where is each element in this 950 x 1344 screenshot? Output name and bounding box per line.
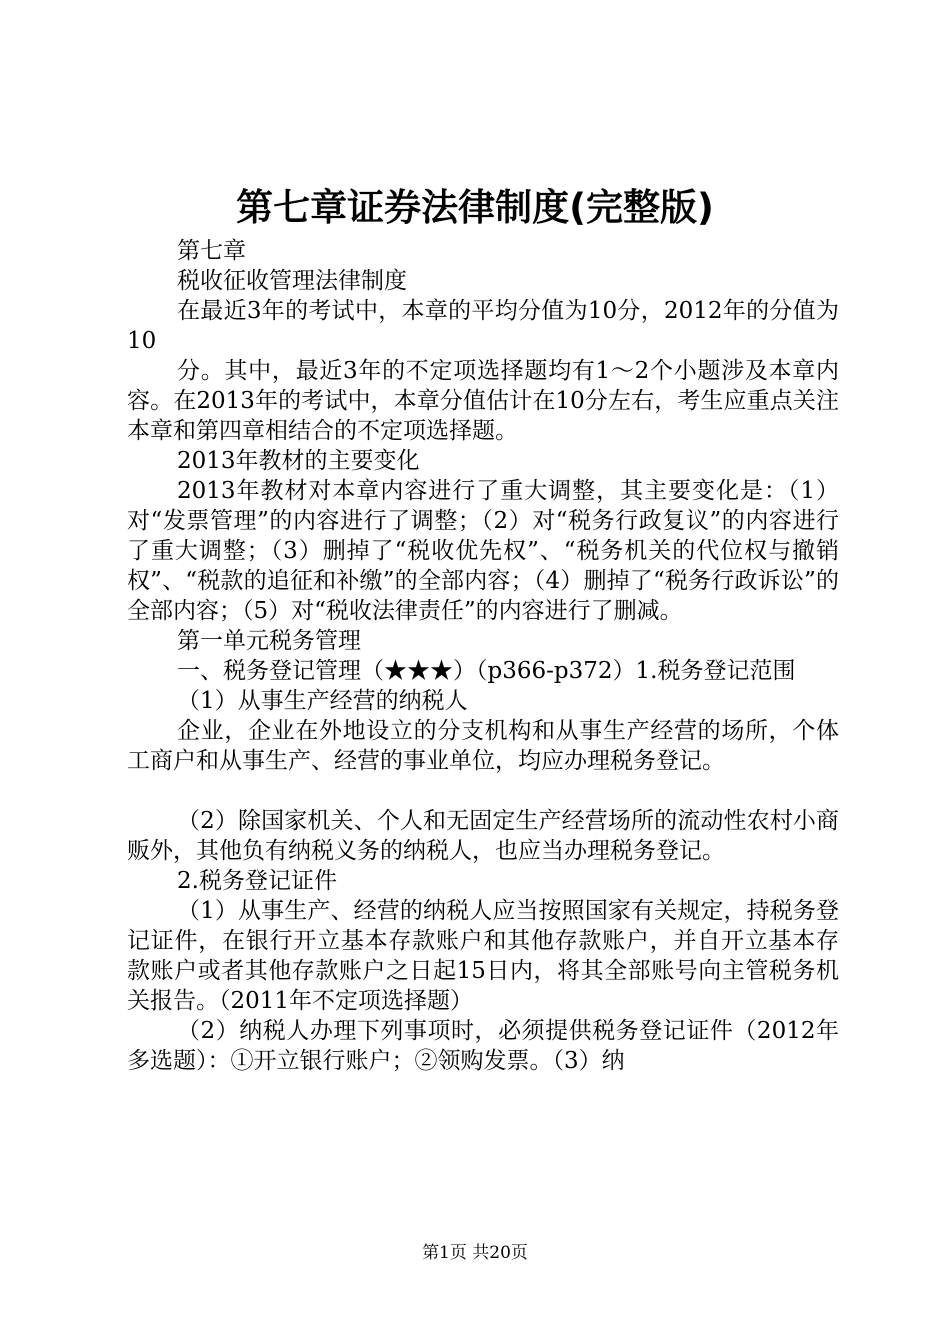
paragraph-required-documents: （2）纳税人办理下列事项时，必须提供税务登记证件（2012年多选题）：①开立银行账户；②领购发票。（3）纳 (127, 1018, 839, 1074)
unit-heading: 第一单元税务管理 (177, 628, 361, 654)
document-body (127, 236, 839, 1076)
list-item-2: （2）除国家机关、个人和无固定生产经营场所的流动性农村小商贩外，其他负有纳税义务的纳税人，也应当办理税务登记。 (127, 808, 839, 864)
paragraph-score-detail: 分。其中，最近3年的不定项选择题均有1～2个小题涉及本章内容。在2013年的考试中，本章分值估计在10分左右，考生应重点关注本章和第四章相结合的不定项选择题。 (127, 358, 839, 444)
section-heading-changes: 2013年教材的主要变化 (177, 448, 420, 474)
paragraph-enterprises: 企业，企业在外地设立的分支机构和从事生产经营的场所，个体工商户和从事生产、经营的事业单位，均应办理税务登记。 (127, 718, 839, 774)
chapter-heading: 第七章 (177, 238, 246, 264)
paragraph-score-intro: 在最近3年的考试中，本章的平均分值为10分，2012年的分值为10 (127, 298, 839, 354)
paragraph-bank-accounts: （1）从事生产、经营的纳税人应当按照国家有关规定，持税务登记证件，在银行开立基本存款账户和其他存款账户，并自开立基本存款账户或者其他存款账户之日起15日内，将其全部账号向主管税务机关报告。（2011年不定项选择题） (127, 898, 839, 1014)
page-footer: 第1页 共20页 (422, 1243, 528, 1263)
paragraph-changes: 2013年教材对本章内容进行了重大调整，其主要变化是：（1）对“发票管理”的内容进行了调整；（2）对“税务行政复议”的内容进行了重大调整；（3）删掉了“税收优先权”、“税务机关的代位权与撤销权”、“税款的追征和补缴”的全部内容；（4）删掉了“税务行政诉讼”的全部内容；（5）对“税收法律责任”的内容进行了删减。 (127, 478, 839, 624)
chapter-subtitle: 税收征收管理法律制度 (177, 268, 407, 294)
section-heading-certificates: 2.税务登记证件 (177, 868, 337, 894)
section-heading-registration: 一、税务登记管理（★★★）（p366-p372）1.税务登记范围 (177, 658, 796, 684)
document-title: 第七章证券法律制度(完整版) (236, 186, 714, 229)
list-item-1: （1）从事生产经营的纳税人 (177, 688, 468, 714)
